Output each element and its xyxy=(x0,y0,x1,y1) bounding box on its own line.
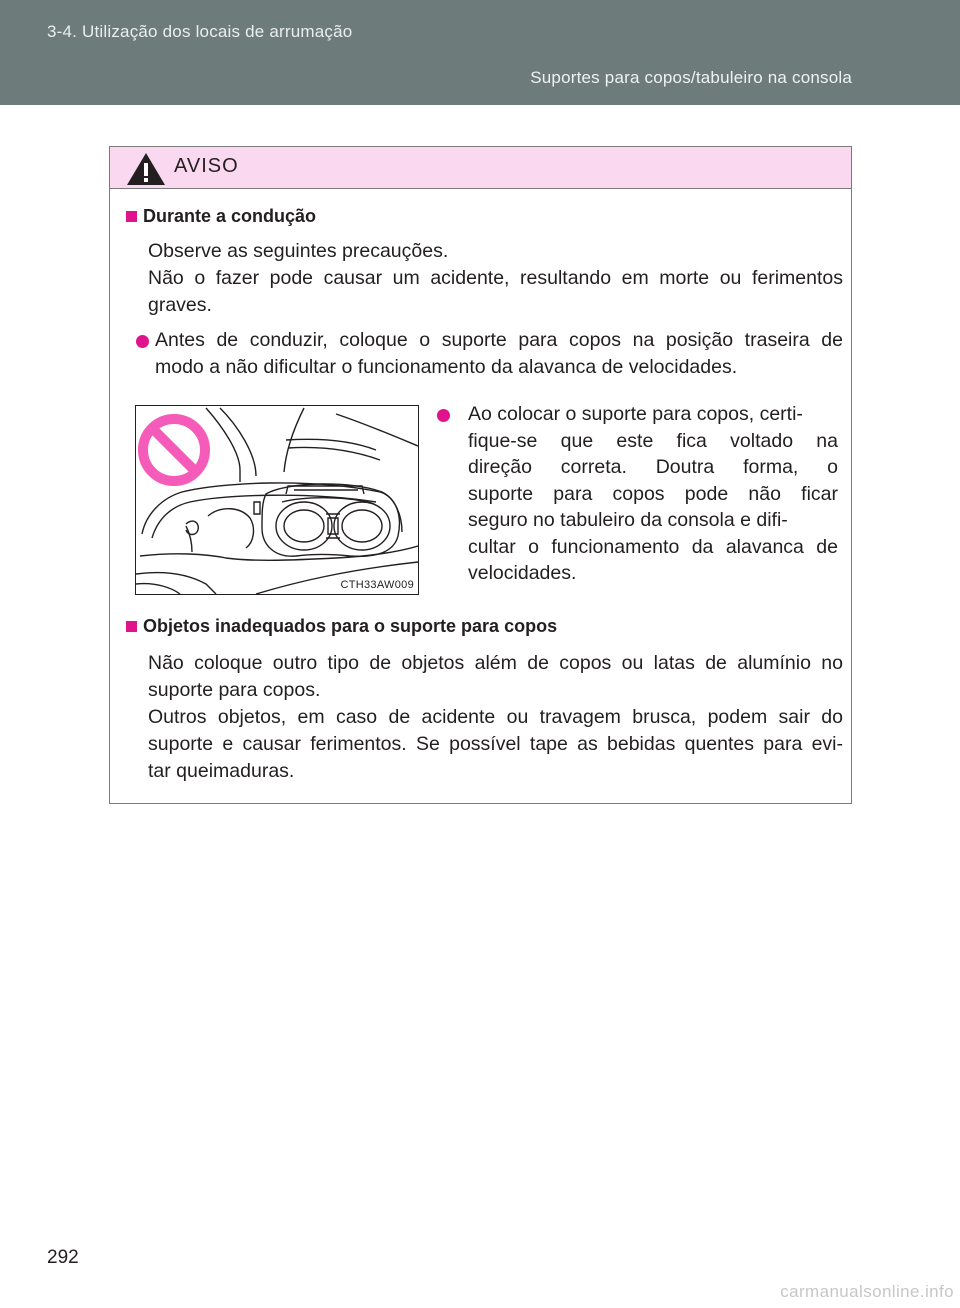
text-line: graves. xyxy=(148,294,212,316)
warning-title: AVISO xyxy=(174,155,239,177)
section-marker xyxy=(126,211,137,222)
text-line: seguro no tabuleiro da consola e difi- xyxy=(468,509,788,531)
text-line: suporte para copos. xyxy=(148,679,321,701)
text-line: suporte para copos pode não ficar xyxy=(468,482,838,505)
text-line: suporte e causar ferimentos. Se possível tape as bebidas quentes para evi- xyxy=(148,733,843,755)
bullet-dot xyxy=(437,409,450,422)
section-heading-objects: Objetos inadequados para o suporte para copos xyxy=(143,616,558,636)
cup-holder-figure xyxy=(135,405,419,595)
text-line: fique-se que este fica voltado na xyxy=(468,429,838,452)
text-line: modo a não dificultar o funcionamento da alavanca de velocidades. xyxy=(155,356,738,378)
bullet-dot xyxy=(136,335,149,348)
cup-holder-illustration xyxy=(136,406,418,594)
text-line: direção correta. Doutra forma, o xyxy=(468,456,838,478)
bullet-paragraph-1 xyxy=(155,327,843,381)
objects-paragraph xyxy=(148,650,843,785)
section-title: 3-4. Utilização dos locais de arrumação xyxy=(47,22,353,41)
text-line: Outros objetos, em caso de acidente ou travagem brusca, podem sair do xyxy=(148,706,843,728)
text-line: Ao colocar o suporte para copos, certi- xyxy=(468,403,803,425)
warning-triangle-icon xyxy=(126,152,166,186)
warning-header xyxy=(110,147,851,189)
intro-paragraph xyxy=(148,238,843,319)
figure-code: CTH33AW009 xyxy=(340,579,414,591)
page-subtitle: Suportes para copos/tabuleiro na consola xyxy=(530,68,852,87)
text-line: velocidades. xyxy=(468,562,577,584)
section-heading-driving: Durante a condução xyxy=(143,206,317,226)
text-line: tar queimaduras. xyxy=(148,760,295,782)
prohibition-icon xyxy=(143,419,205,481)
text-line: Não coloque outro tipo de objetos além de copos ou latas de alumínio no xyxy=(148,652,843,674)
text-line: Antes de conduzir, coloque o suporte para copos na posição traseira de xyxy=(155,329,843,351)
page-header xyxy=(0,0,960,105)
warning-box xyxy=(109,146,852,804)
bullet-paragraph-2 xyxy=(468,401,838,587)
text-line: Observe as seguintes precauções. xyxy=(148,240,449,262)
text-line: Não o fazer pode causar um acidente, resultando em morte ou ferimentos xyxy=(148,267,843,289)
section-marker xyxy=(126,621,137,632)
text-line: cultar o funcionamento da alavanca de xyxy=(468,535,838,558)
watermark: carmanualsonline.info xyxy=(780,1282,954,1301)
page-number: 292 xyxy=(47,1247,79,1268)
